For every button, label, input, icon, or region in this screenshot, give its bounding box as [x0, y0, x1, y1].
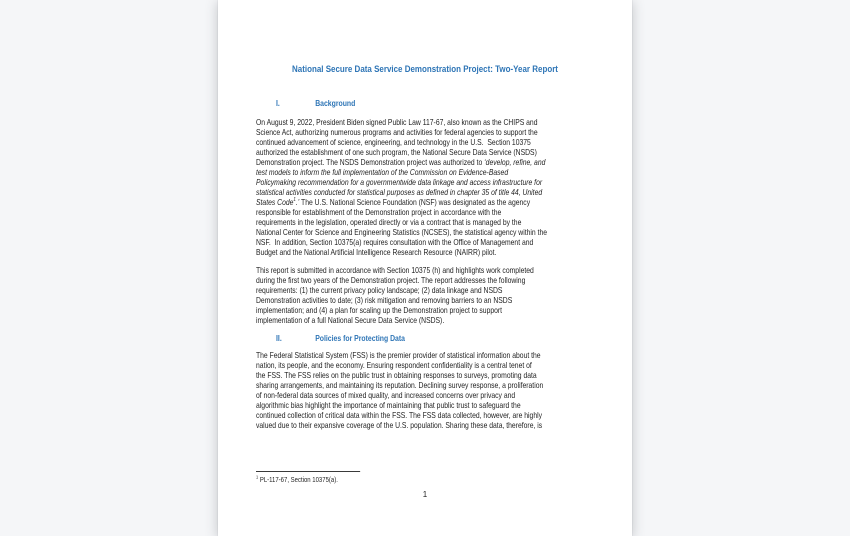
text-line: requirements: (1) the current privacy policy landscape; (2) data linkage and NSDS [256, 285, 503, 295]
text-line: Demonstration project. The NSDS Demonstration project was authorized to ‘develop, refine, and [256, 157, 546, 167]
text-line: authorized the establishment of one such program, the National Secure Data Service (NSDS) [256, 147, 537, 157]
text-line: continued advancement of science, engineering, and technology in the U.S. Section 10375 [256, 137, 531, 147]
section-number: I. [276, 98, 280, 108]
section-heading [256, 333, 594, 344]
text-line: test models to inform the full implementation of the Commission on Evidence-Based [256, 167, 509, 177]
section-number: II. [276, 333, 282, 343]
page-number: 1 [422, 490, 428, 499]
text-line: NSF. In addition, Section 10375(a) requires consultation with the Office of Management and [256, 237, 534, 247]
footnote-body: PL-117-67, Section 10375(a). [258, 475, 338, 484]
text-line: Science Act, authorizing numerous programs and activities for federal agencies to support the [256, 127, 538, 137]
text-line: States Code$^1$.’ The U.S. National Science Foundation (NSF) was designated as the agency [256, 197, 531, 207]
text-line: the FSS. The FSS relies on the public trust in obtaining responses to surveys, promoting data [256, 370, 537, 380]
text-line: Budget and the National Artificial Intelligence Research Resource (NAIRR) pilot. [256, 247, 497, 257]
section-heading-label: Policies for Protecting Data [315, 333, 405, 343]
text-line: Demonstration activities to date; (3) risk mitigation and removing barriers to an NSDS [256, 295, 513, 305]
section-heading-label: Background [315, 98, 356, 108]
document-content [256, 0, 594, 430]
text-line: continued collection of critical data within the FSS. The FSS data collected, however, are highly [256, 410, 543, 420]
document-page [218, 0, 632, 536]
text-line: This report is submitted in accordance with Section 10375 (h) and highlights work completed [256, 265, 534, 275]
footnote [256, 471, 670, 484]
text-line: valued due to their expansive coverage of the U.S. population. Sharing these data, therefore, is [256, 420, 543, 430]
page-title: National Secure Data Service Demonstration Project: Two-Year Report [292, 64, 558, 75]
footnote-text [256, 475, 670, 484]
text-line: requirements in the legislation, operated directly or via a contract that is managed by the [256, 217, 522, 227]
text-line: The Federal Statistical System (FSS) is the premier provider of statistical information about the [256, 350, 541, 360]
paragraph [256, 350, 594, 430]
text-line: Policymaking recommendation for a governmentwide data linkage and access infrastructure for [256, 177, 543, 187]
text-line: National Center for Science and Engineering Statistics (NCSES), the statistical agency within the [256, 227, 548, 237]
paragraph [256, 265, 594, 325]
footnote-marker: 1 [256, 475, 259, 481]
section-heading [256, 98, 594, 109]
text-line: sharing arrangements, and maintaining its reputation. Declining survey response, a proliferation [256, 380, 544, 390]
text-line: algorithmic bias highlight the importance of maintaining that public trust to safeguard the [256, 400, 521, 410]
paragraph [256, 117, 594, 257]
document-body [256, 98, 594, 430]
text-line: during the first two years of the Demonstration project. The report addresses the following [256, 275, 526, 285]
text-line: implementation of a full National Secure Data Service (NSDS). [256, 315, 445, 325]
text-line: nation, its people, and the economy. Ensuring respondent confidentiality is a central tenet of [256, 360, 532, 370]
text-line: of non-federal data sources of mixed quality, and increased concerns over privacy and [256, 390, 516, 400]
text-line: On August 9, 2022, President Biden signed Public Law 117-67, also known as the CHIPS and [256, 117, 538, 127]
footnote-divider [256, 471, 360, 472]
text-line: implementation; and (4) a plan for scaling up the Demonstration project to support [256, 305, 503, 315]
text-line: responsible for establishment of the Demonstration project in accordance with the [256, 207, 502, 217]
text-line: statistical activities conducted for statistical purposes as defined in chapter 35 of title 44, United [256, 187, 543, 197]
